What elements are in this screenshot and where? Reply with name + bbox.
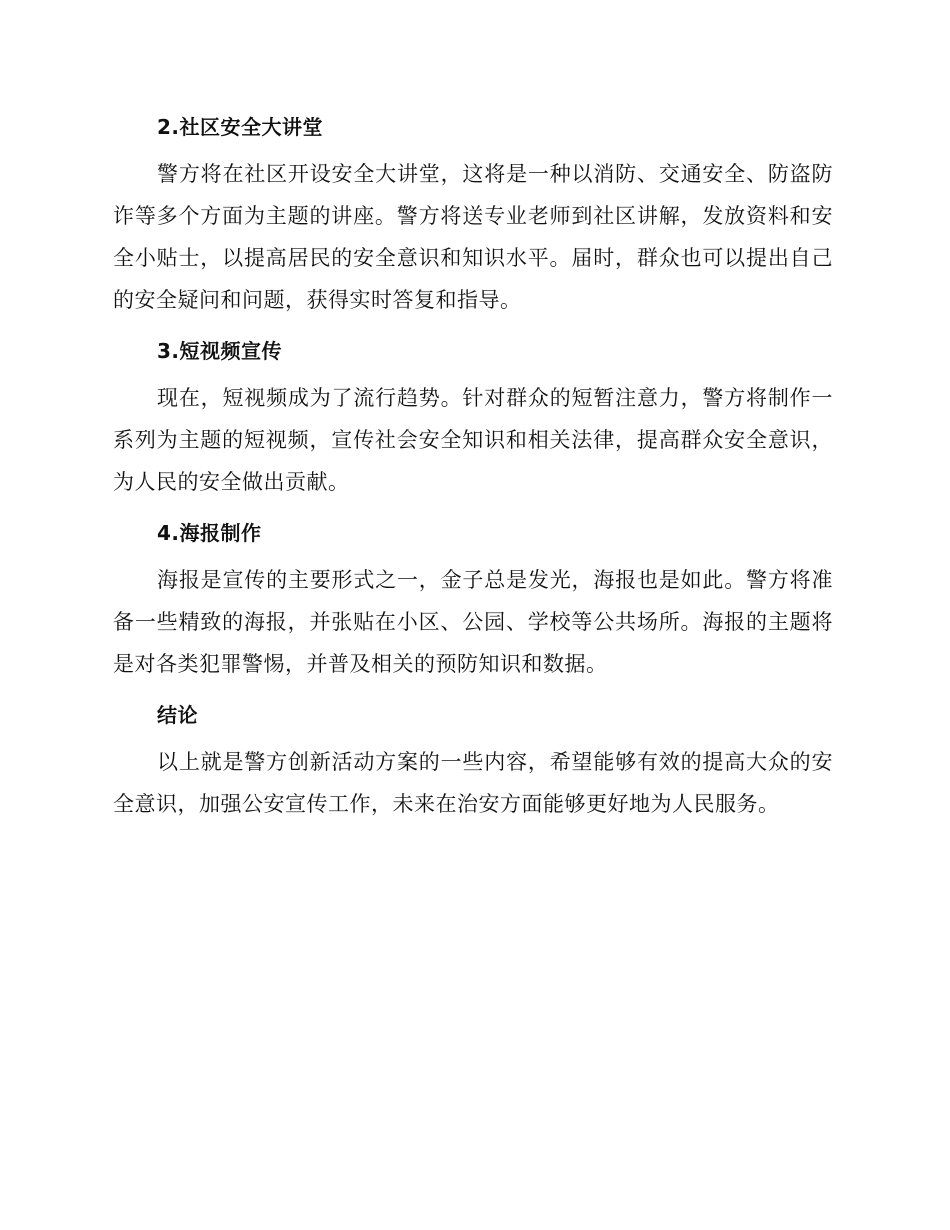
section-heading-conclusion: 结论: [157, 703, 198, 727]
section-paragraph-poster: 海报是宣传的主要形式之一，金子总是发光，海报也是如此。警方将准备一些精致的海报，并张贴在小区、公园、学校等公共场所。海报的主题将是对各类犯罪警惕，并普及相关的预防知识和数据。: [113, 568, 833, 676]
document-body: [113, 107, 833, 825]
section-paragraph-short-video: 现在，短视频成为了流行趋势。针对群众的短暂注意力，警方将制作一系列为主题的短视频，宣传社会安全知识和相关法律，提高群众安全意识，为人民的安全做出贡献。: [113, 386, 833, 494]
section-heading-community-lecture: 2.社区安全大讲堂: [157, 115, 324, 139]
section-paragraph-conclusion: 以上就是警方创新活动方案的一些内容，希望能够有效的提高大众的安全意识，加强公安宣传工作，未来在治安方面能够更好地为人民服务。: [113, 750, 833, 816]
section-heading-short-video: 3.短视频宣传: [157, 339, 283, 363]
section-paragraph-community-lecture: 警方将在社区开设安全大讲堂，这将是一种以消防、交通安全、防盗防诈等多个方面为主题的讲座。警方将送专业老师到社区讲解，发放资料和安全小贴士，以提高居民的安全意识和知识水平。届时，群众也可以提出自己的安全疑问和问题，获得实时答复和指导。: [113, 162, 833, 312]
section-heading-poster: 4.海报制作: [157, 521, 262, 545]
